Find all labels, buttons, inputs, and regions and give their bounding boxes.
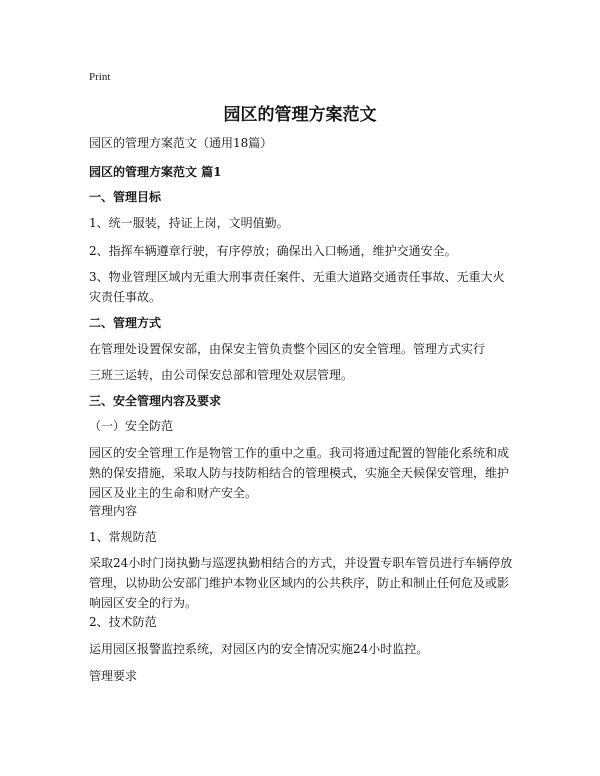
section-heading: 园区的管理方案范文 篇1 <box>89 165 222 179</box>
subheading-security-prevention: （一）安全防范 <box>89 419 174 433</box>
print-link[interactable]: Print <box>89 71 111 83</box>
paragraph-security-overview: 园区的安全管理工作是物管工作的重中之重。我司将通过配置的智能化系统和成熟的保安措施，采取人防与技防相结合的管理模式，实施全天候保安管理，维护园区及业主的生命和财产安全。 <box>89 446 510 500</box>
paragraph-monitoring: 运用园区报警监控系统，对园区内的安全情况实施24小时监控。 <box>89 642 429 656</box>
paragraph-patrol: 采取24小时门岗执勤与巡逻执勤相结合的方式，并设置专职车管员进行车辆停放管理，以协助公安部门维护本物业区域内的公共秩序，防止和制止任何危及或影响园区安全的行为。 <box>89 556 513 610</box>
paragraph-technical-prevention: 2、技术防范 <box>89 615 157 629</box>
heading-management-goals: 一、管理目标 <box>89 190 162 204</box>
paragraph-shifts: 三班三运转，由公司保安总部和管理处双层管理。 <box>89 368 354 382</box>
paragraph-routine-prevention: 1、常规防范 <box>89 530 157 544</box>
document-subtitle: 园区的管理方案范文（通用18篇） <box>89 136 273 150</box>
heading-management-method: 二、管理方式 <box>89 316 162 330</box>
paragraph-security-dept: 在管理处设置保安部，由保安主管负责整个园区的安全管理。管理方式实行 <box>89 342 486 356</box>
paragraph-management-requirements: 管理要求 <box>89 669 138 683</box>
paragraph-no-accidents: 3、物业管理区域内无重大刑事责任案件、无重大道路交通责任事故、无重大火灾责任事故。 <box>89 270 505 304</box>
paragraph-uniform: 1、统一服装，持证上岗，文明值勤。 <box>89 216 289 230</box>
paragraph-traffic: 2、指挥车辆遵章行驶，有序停放；确保出入口畅通，维护交通安全。 <box>89 244 457 258</box>
page-title: 园区的管理方案范文 <box>223 105 377 125</box>
heading-security-content: 三、安全管理内容及要求 <box>89 394 222 408</box>
paragraph-management-content: 管理内容 <box>89 504 138 518</box>
